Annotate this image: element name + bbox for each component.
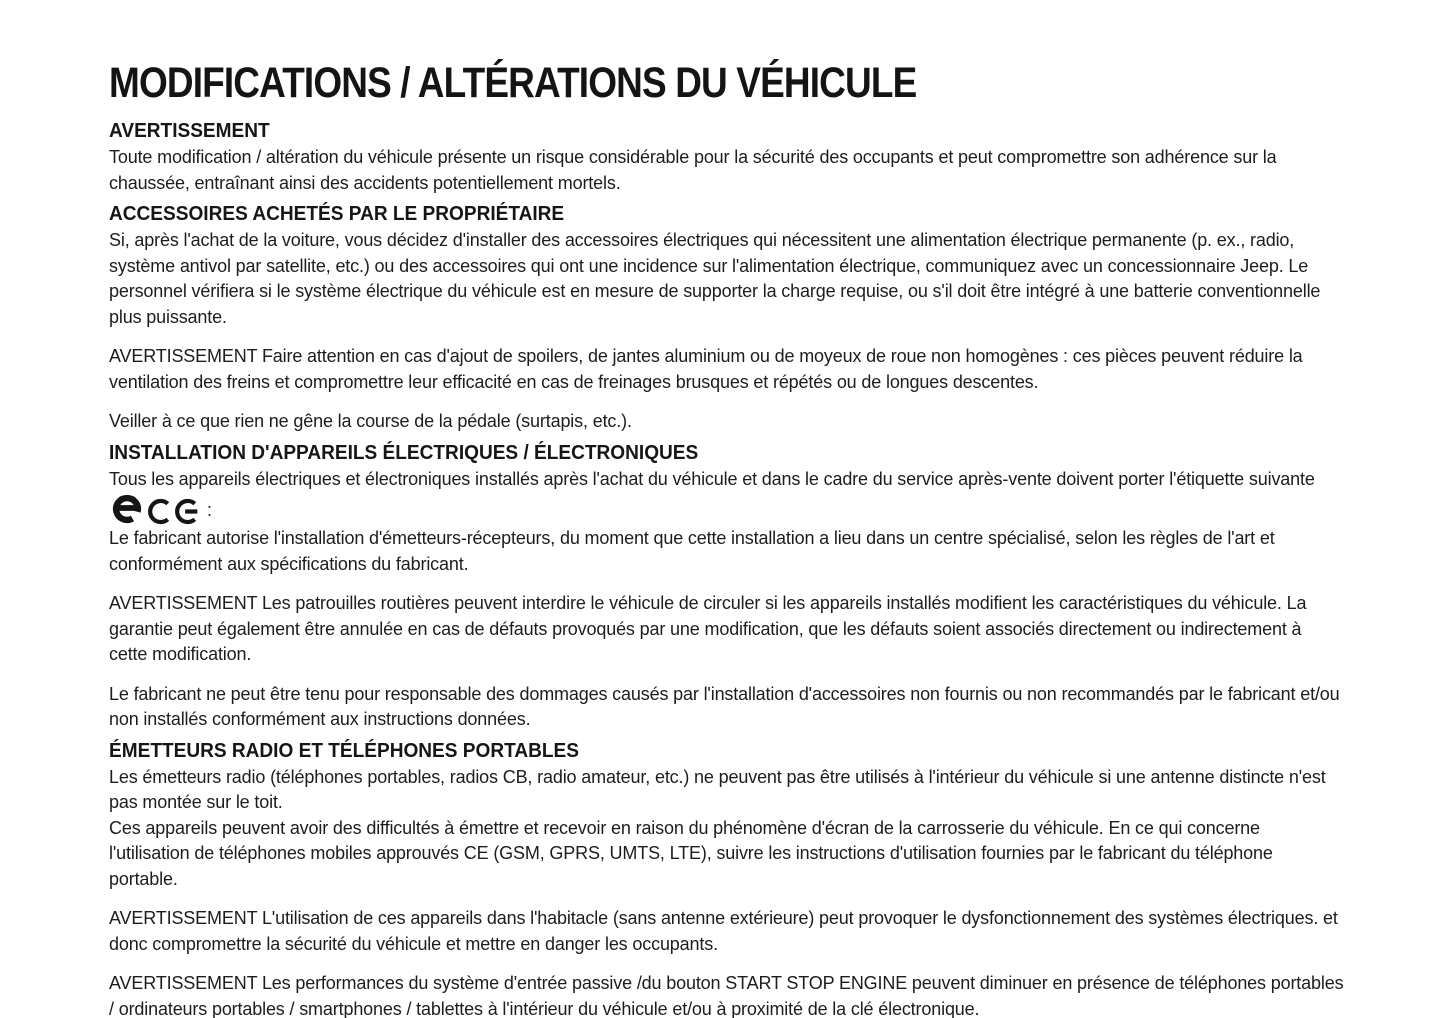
paragraph-warning-start-stop: AVERTISSEMENT Les performances du système d'entrée passive /du bouton START STOP ENGINE peuvent diminuer en présence de téléphones portables / ordinateurs portables / smartphones / tablettes à l'intérieur du véhicule et/ou à proximité de la clé électronique. [109, 973, 1344, 1018]
etiquette-intro-text: Tous les appareils électriques et électroniques installés après l'achat du véhicule et dans le cadre du service après-vente doivent porter l'étiquette suivante [109, 468, 1315, 489]
paragraph-etiquette [109, 467, 1344, 527]
section-heading-avertissement: AVERTISSEMENT [109, 119, 270, 142]
e-approval-mark-icon [112, 492, 142, 526]
page-title [109, 59, 1344, 107]
paragraph-pedale-note: Veiller à ce que rien ne gêne la course de la pédale (surtapis, etc.). [109, 411, 632, 431]
paragraph-avertissement: Toute modification / altération du véhicule présente un risque considérable pour la sécurité des occupants et peut compromettre son adhérence sur la chaussée, entraînant ainsi des accidents potentiellement mortels. [109, 147, 1277, 193]
etiquette-colon: : [207, 500, 212, 520]
section-heading-installation: INSTALLATION D'APPAREILS ÉLECTRIQUES / ÉLECTRONIQUES [109, 440, 699, 464]
section-heading-accessoires: ACCESSOIRES ACHETÉS PAR LE PROPRIÉTAIRE [109, 202, 565, 225]
paragraph-accessoires: Si, après l'achat de la voiture, vous décidez d'installer des accessoires électriques qui nécessitent une alimentation électrique permanente (p. ex., radio, système antivol par satellite, etc.) ou des accessoires qui ont une incidence sur l'alimentation électrique, communiquez avec un concessionnaire Jeep. Le personnel vérifiera si le système électrique du véhicule est en mesure de supporter la charge requise, ou s'il doit être intégré à une batterie conventionnelle plus puissante. [109, 230, 1321, 327]
paragraph-warning-habitacle: AVERTISSEMENT L'utilisation de ces appareils dans l'habitacle (sans antenne extérieure) peut provoquer le dysfonctionnement des systèmes électriques. et donc compromettre la sécurité du véhicule et mettre en danger les occupants. [109, 908, 1338, 954]
paragraph-warning-patrouilles: AVERTISSEMENT Les patrouilles routières peuvent interdire le véhicule de circuler si les appareils installés modifient les caractéristiques du véhicule. La garantie peut également être annulée en cas de défauts provoqués par une modification, que les défauts soient associés directement ou indirectement à cette modification. [109, 593, 1307, 664]
paragraph-fabricant-responsable: Le fabricant ne peut être tenu pour responsable des dommages causés par l'installation d'accessoires non fournis ou non recommandés par le fabricant et/ou non installés conformément aux instructions données. [109, 683, 1340, 729]
page-title-text: MODIFICATIONS / ALTÉRATIONS DU VÉHICULE [109, 59, 917, 107]
paragraph-emetteurs-difficultes: Ces appareils peuvent avoir des difficultés à émettre et recevoir en raison du phénomène d'écran de la carrosserie du véhicule. En ce qui concerne l'utilisation de téléphones mobiles approuvés CE (GSM, GPRS, UMTS, LTE), suivre les instructions d'utilisation fournies par le fabricant du téléphone portable. [109, 817, 1273, 889]
paragraph-fabricant-autorise: Le fabricant autorise l'installation d'émetteurs-récepteurs, du moment que cette installation a lieu dans un centre spécialisé, selon les règles de l'art et conformément aux spécifications du fabricant. [109, 528, 1275, 574]
paragraph-emetteurs-antenne: Les émetteurs radio (téléphones portables, radios CB, radio amateur, etc.) ne peuvent pas être utilisés à l'intérieur du véhicule si une antenne distincte n'est pas montée sur le toit. [109, 766, 1326, 812]
page-content [109, 59, 1344, 1018]
paragraph-warning-spoilers: AVERTISSEMENT Faire attention en cas d'ajout de spoilers, de jantes aluminium ou de moyeux de roue non homogènes : ces pièces peuvent réduire la ventilation des freins et compromettre leur efficacité en cas de freinages brusques et répétés ou de longues descentes. [109, 346, 1303, 392]
ce-mark-icon [148, 497, 202, 526]
section-heading-emetteurs: ÉMETTEURS RADIO ET TÉLÉPHONES PORTABLES [109, 738, 579, 762]
